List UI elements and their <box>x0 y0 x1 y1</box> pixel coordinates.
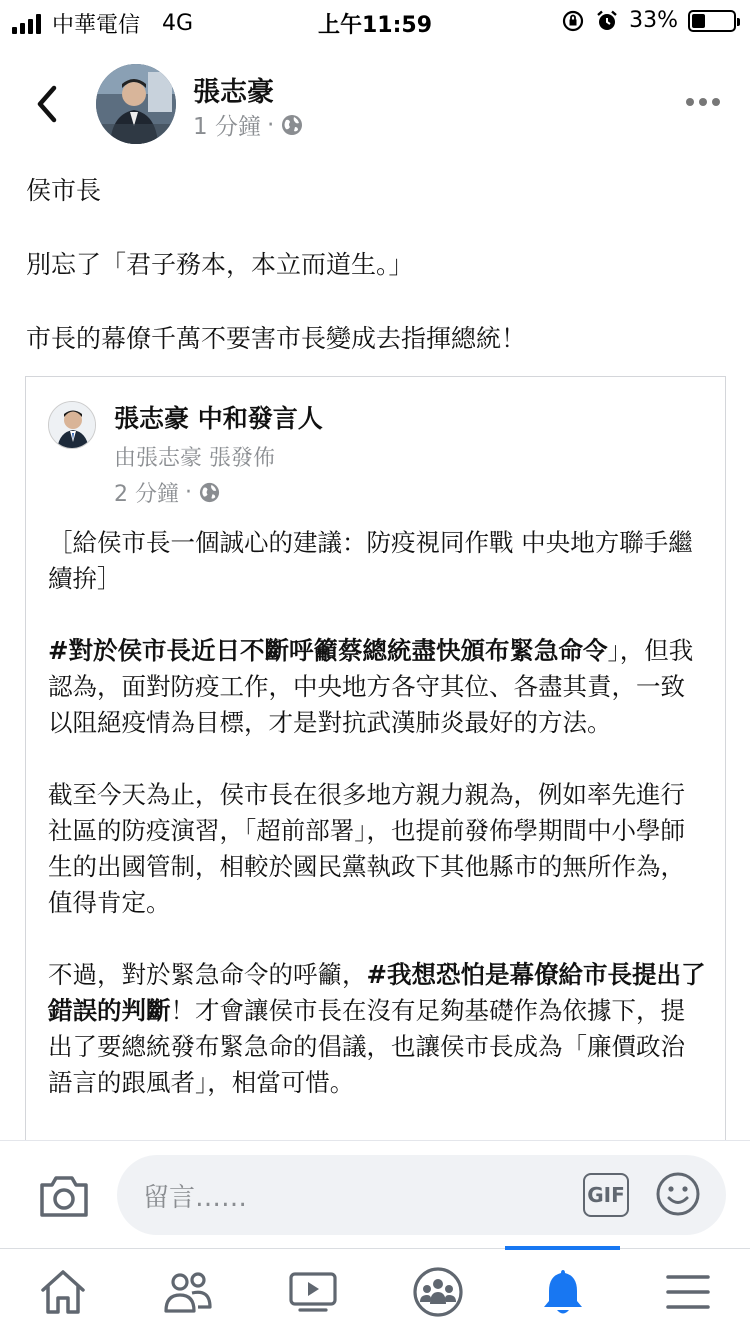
tab-home[interactable] <box>0 1249 125 1334</box>
hashtag-text[interactable]: #我想恐怕是幕僚給市長提出了錯誤的判斷 <box>48 960 706 1025</box>
author-photo <box>96 64 176 144</box>
shared-page-avatar[interactable] <box>48 401 96 449</box>
groups-icon <box>412 1266 464 1318</box>
post-paragraph: 市長的幕僚千萬不要害市長變成去指揮總統！ <box>26 324 527 353</box>
camera-button[interactable] <box>38 1171 90 1219</box>
orientation-lock-icon <box>561 9 585 33</box>
comment-placeholder: 留言…… <box>143 1183 248 1213</box>
post-body <box>26 172 726 394</box>
more-options-button[interactable] <box>686 96 720 108</box>
gif-button[interactable]: GIF <box>583 1173 629 1217</box>
meta-separator: · <box>185 480 192 505</box>
shared-posted-by: 由張志豪 張發佈 <box>114 446 275 471</box>
hashtag-text[interactable]: #對於侯市長近日不斷呼籲蔡總統盡快頒布緊急命令 <box>48 636 608 665</box>
tab-menu[interactable] <box>625 1249 750 1334</box>
meta-separator: · <box>266 111 275 138</box>
paragraph-text: 」，但我認為，面對防疫工作，中央地方各守其位、各盡其責，一致以阻絕疫情為目標，才是對抗武漢肺炎最好的方法。 <box>48 636 694 737</box>
shared-paragraph <box>48 957 708 1101</box>
menu-icon <box>664 1272 712 1312</box>
status-time: 上午11:59 <box>317 13 433 38</box>
shared-post-meta <box>114 477 221 508</box>
comment-input[interactable] <box>117 1155 726 1235</box>
battery-fill <box>692 14 705 28</box>
post-time[interactable]: 1 分鐘 <box>193 114 261 140</box>
globe-icon <box>198 481 221 504</box>
emoji-button[interactable] <box>655 1171 701 1217</box>
shared-paragraph: 截至今天為止，侯市長在很多地方親力親為，例如率先進行社區的防疫演習，「超前部署」，也提前發佈學期間中小學師生的出國管制，相較於國民黨執政下其他縣市的無所作為，值得肯定。 <box>48 780 685 917</box>
tab-watch[interactable] <box>250 1249 375 1334</box>
globe-icon <box>280 113 304 137</box>
shared-paragraph <box>48 633 708 741</box>
carrier-name: 中華電信 <box>52 13 141 38</box>
comment-bar <box>0 1140 750 1248</box>
battery-icon <box>688 10 736 32</box>
back-button[interactable] <box>30 84 66 124</box>
shared-post-body <box>48 525 708 1137</box>
shared-page-name[interactable]: 張志豪 中和發言人 <box>114 404 323 433</box>
author-avatar[interactable] <box>96 64 176 144</box>
network-type: 4G <box>162 11 194 36</box>
shared-paragraph: ［給侯市長一個誠心的建議：防疫視同作戰 中央地方聯手繼續拚］ <box>48 528 693 593</box>
post-paragraph: 侯市長 <box>26 176 102 205</box>
post-meta <box>193 108 304 141</box>
tab-bar <box>0 1248 750 1334</box>
shared-post-card[interactable] <box>25 376 726 1156</box>
tab-notifications[interactable] <box>500 1249 625 1334</box>
post-paragraph: 別忘了「君子務本，本立而道生。」 <box>26 250 414 279</box>
watch-icon <box>288 1270 338 1314</box>
status-bar <box>0 0 750 42</box>
friends-icon <box>162 1269 214 1315</box>
shared-post-time[interactable]: 2 分鐘 <box>114 482 179 507</box>
author-name[interactable]: 張志豪 <box>193 77 274 108</box>
paragraph-text: 不過，對於緊急命令的呼籲， <box>48 960 367 989</box>
paragraph-text: ！才會讓侯市長在沒有足夠基礎作為依據下，提出了要總統發布緊急命的倡議，也讓侯市長成為「廉價政治語言的跟風者」，相當可惜。 <box>48 996 685 1097</box>
shared-page-photo <box>49 402 96 449</box>
battery-percent: 33% <box>629 8 678 33</box>
alarm-icon <box>595 9 619 33</box>
tab-groups[interactable] <box>375 1249 500 1334</box>
notifications-icon <box>539 1267 587 1317</box>
post-header <box>0 56 750 156</box>
home-icon <box>38 1268 88 1316</box>
tab-friends[interactable] <box>125 1249 250 1334</box>
status-right <box>561 8 736 33</box>
